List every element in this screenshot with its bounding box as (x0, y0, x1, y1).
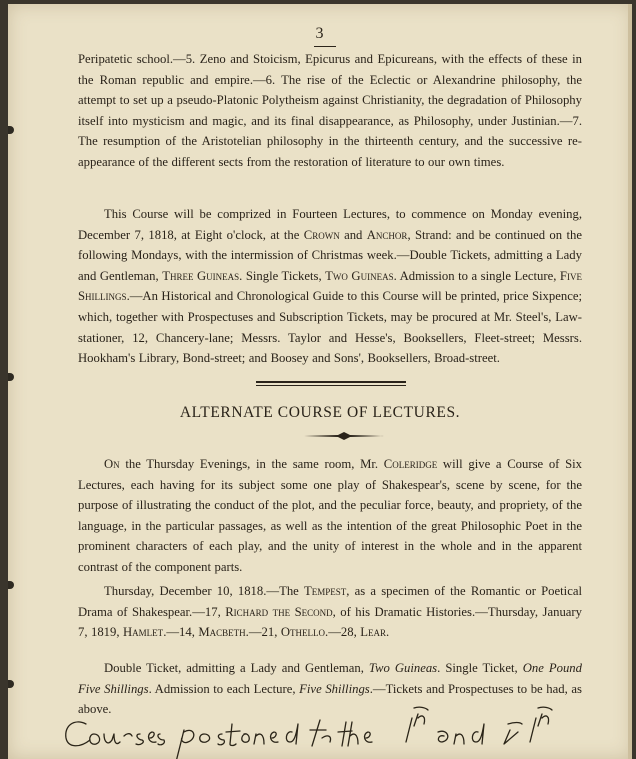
section-divider (256, 381, 406, 386)
price: Five Shillings (78, 268, 582, 304)
price: Three Guineas (162, 268, 240, 283)
section-heading: ALTERNATE COURSE OF LECTURES. (179, 404, 461, 421)
price: Two Guineas (325, 268, 394, 283)
paragraph-philosophy-course: Peripatetic school.—5. Zeno and Stoicism, Epicurus and Epicureans, with the effects of these in the Roman republic and empire.—6. The rise of the Eclectic or Alexandrine philosophy, the attempt to set up a pseudo-Platonic Polytheism against Christianity, the degradation of Philosophy itself into mysticism and magic, and its final disappearance, as Philosophy, under Justinian.—7. The resumption of the Aristotelian philosophy in the thirteenth century, and the successive re-appearance of the different sects from the restoration of literature to our own times. (78, 52, 582, 169)
text-run: , Strand: and be continued on the following Mondays, with the intermission of Christmas week.—Double Tickets, admitting a Lady and Gentleman, (78, 227, 582, 283)
text-run: Double Ticket, admitting a Lady and Gentleman, (104, 661, 369, 675)
text-run: , as a specimen of the Romantic or Poetical Drama of Shakespear.—17, (78, 584, 582, 619)
text-run: .—An Historical and Chronological Guide to this Course will be printed, price Sixpence; which, together with Prospectuses and Subscription Tickets, may be procured at Mr. Steel's, Law-stationer, 12, Chancery-lane; Messrs. Taylor and Hesse's, Booksellers, Fleet-street; Messrs. Hookham's Library, Bond-street; and Boosey and Sons', Booksellers, Broad-street. (78, 289, 582, 366)
venue-name: Anchor (366, 227, 408, 242)
handwriting-image (8, 704, 632, 759)
text-run: .—21, (245, 625, 281, 640)
text-run: , of his Dramatic Histories.—Thursday, January 7, 1819, (78, 604, 582, 640)
text-run: . (386, 625, 390, 640)
price: One Pound Five Shillings (78, 661, 582, 696)
binding-hole (8, 373, 14, 381)
text-run: .—Tickets and Prospectuses to be had, as above. (78, 681, 582, 717)
play-title: Richard the Second (225, 604, 333, 619)
text-run: . Single Tickets, (239, 268, 326, 283)
play-title: Othello (280, 625, 326, 640)
page-number: 3 (315, 25, 325, 42)
play-title: Tempest (304, 584, 347, 598)
text-run: .—14, (163, 625, 199, 640)
text-run: . Single Ticket, (437, 661, 523, 675)
price: Two Guineas (368, 661, 438, 675)
lecturer-name: Coleridge (383, 457, 438, 471)
handwritten-annotation (8, 704, 632, 759)
page-number-underline (314, 46, 336, 47)
text-run: This Course will be comprized in Fourteen Lectures, to commence on Monday evening, December 7, 1818, at Eight o'clock, at the (78, 207, 582, 242)
text-run: and (339, 227, 367, 242)
text-run: will give a Course of Six Lectures, each having for its subject some one play of Shakespear's, scene by scene, for the purpose of illustrating the conduct of the plot, and the peculiar force, beauty, and propriety, of the language, in the particular passages, as well as the intention of the great Philosophic Poet in the prominent characters of each play, and the unity of interest in the whole and in the apparent contrast of the component parts. (78, 457, 583, 574)
paragraph-lecture-schedule (78, 581, 582, 643)
play-title: Hamlet (123, 625, 164, 640)
paragraph-alternate-course (78, 454, 582, 578)
page-edge (628, 4, 632, 759)
venue-name: Crown (303, 227, 340, 242)
binding-hole (8, 581, 14, 589)
text-run: Thursday, December 10, 1818.—The (104, 584, 305, 598)
text-run: . Admission to a single Lecture, (393, 268, 560, 283)
diamond-ornament (304, 431, 384, 441)
play-title: Lear (360, 625, 386, 640)
text-run: On (104, 457, 120, 471)
binding-hole (8, 680, 14, 688)
price: Five Shillings (299, 681, 370, 696)
binding-hole (8, 126, 14, 134)
paragraph-course-details (78, 204, 582, 369)
text-run: .—28, (325, 625, 361, 640)
text-run: . Admission to each Lecture, (148, 681, 300, 696)
text-run: the Thursday Evenings, in the same room, Mr. (119, 457, 384, 471)
document-page (8, 4, 632, 759)
play-title: Macbeth (198, 625, 246, 640)
